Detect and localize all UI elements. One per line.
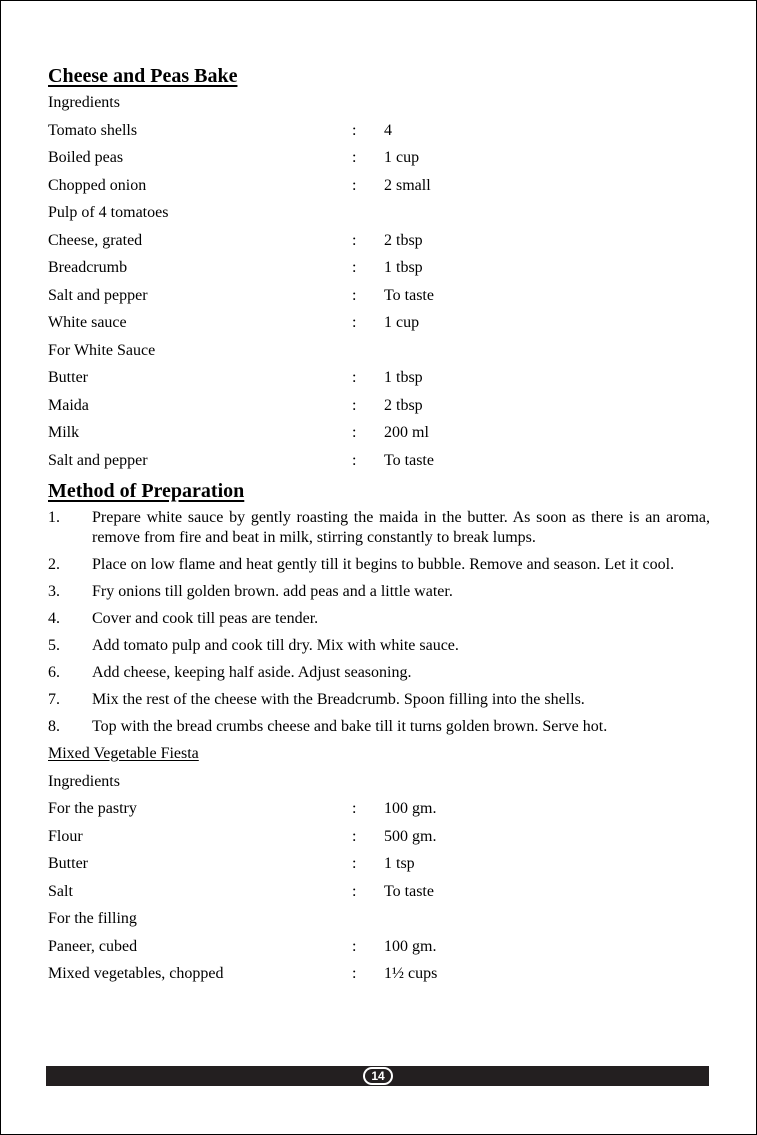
ingredient-name: Chopped onion	[48, 176, 147, 194]
ingredient-colon: :	[352, 314, 357, 331]
method-steps	[48, 508, 710, 737]
method-step	[48, 690, 710, 710]
step-number: 4.	[48, 610, 60, 627]
ingredient-quantity: 100 gm.	[384, 800, 437, 817]
ingredient-row	[48, 176, 710, 204]
step-number: 8.	[48, 718, 60, 735]
ingredient-row	[48, 396, 710, 424]
ingredient-name: Salt and pepper	[48, 286, 148, 304]
ingredient-colon: :	[352, 827, 357, 845]
ingredient-name: Salt and pepper	[48, 451, 148, 469]
ingredient-row	[48, 827, 710, 855]
ingredient-colon: :	[352, 424, 357, 441]
ingredient-colon: :	[352, 965, 357, 982]
ingredient-quantity: 1 tsp	[384, 855, 415, 872]
method-step	[48, 609, 710, 629]
ingredient-quantity: 1 tbsp	[384, 369, 423, 386]
ingredient-row	[48, 231, 710, 259]
step-number: 6.	[48, 664, 60, 681]
ingredient-name: For the pastry	[48, 800, 137, 817]
step-text: Place on low flame and heat gently till it begins to bubble. Remove and season. Let it cool.	[92, 556, 675, 573]
ingredient-colon: :	[352, 231, 357, 249]
ingredient-row	[48, 368, 710, 396]
method-step	[48, 717, 710, 737]
ingredient-quantity	[384, 203, 710, 231]
recipe-title-mixed-vegetable-fiesta: Mixed Vegetable Fiesta	[48, 745, 199, 762]
ingredient-row	[48, 854, 710, 882]
pastry-ingredient-list	[48, 799, 710, 909]
ingredient-colon: :	[352, 121, 357, 139]
ingredient-colon: :	[352, 800, 357, 817]
ingredient-colon: :	[352, 286, 357, 304]
ingredient-colon	[352, 203, 384, 231]
ingredient-quantity: To taste	[384, 451, 434, 469]
ingredient-row	[48, 423, 710, 451]
ingredient-row	[48, 286, 710, 314]
page-number: 14	[365, 1069, 391, 1083]
ingredient-row	[48, 121, 710, 149]
step-text: Cover and cook till peas are tender.	[92, 610, 319, 627]
step-text: Mix the rest of the cheese with the Breadcrumb. Spoon filling into the shells.	[92, 691, 585, 708]
filling-ingredient-list	[48, 937, 710, 992]
ingredient-name: Maida	[48, 396, 89, 414]
ingredient-row	[48, 148, 710, 176]
ingredient-name: Flour	[48, 827, 83, 845]
ingredient-name: Paneer, cubed	[48, 937, 138, 955]
page-number-badge	[363, 1067, 393, 1085]
ingredient-name: Breadcrumb	[48, 259, 128, 276]
step-text: Top with the bread crumbs cheese and bake till it turns golden brown. Serve hot.	[92, 718, 608, 735]
method-step	[48, 582, 710, 602]
ingredient-name: Salt	[48, 882, 73, 900]
ingredient-row	[48, 937, 710, 965]
ingredient-quantity: 2 tbsp	[384, 231, 423, 249]
step-number: 1.	[48, 509, 60, 526]
ingredient-colon: :	[352, 259, 357, 276]
method-step	[48, 663, 710, 683]
ingredient-quantity: 1 cup	[384, 149, 420, 166]
ingredient-name: White sauce	[48, 314, 127, 331]
ingredient-name: Milk	[48, 424, 80, 441]
ingredient-colon: :	[352, 451, 357, 469]
step-text: Fry onions till golden brown. add peas and a little water.	[92, 583, 453, 600]
ingredient-row	[48, 451, 710, 479]
ingredient-quantity: 2 small	[384, 176, 431, 194]
ingredient-colon: :	[352, 369, 357, 386]
ingredient-name: Pulp of 4 tomatoes	[48, 204, 169, 221]
ingredient-row	[48, 258, 710, 286]
ingredient-quantity: 4	[384, 121, 392, 139]
ingredient-quantity: To taste	[384, 286, 434, 304]
method-title: Method of Preparation	[48, 480, 245, 502]
white-sauce-label: For White Sauce	[48, 341, 156, 359]
ingredient-name: Butter	[48, 855, 88, 872]
ingredient-colon: :	[352, 149, 357, 166]
method-step	[48, 555, 710, 575]
ingredient-row	[48, 203, 710, 231]
ingredient-name: Butter	[48, 369, 88, 386]
ingredient-colon: :	[352, 937, 357, 955]
page-content	[48, 63, 710, 992]
ingredient-list	[48, 121, 710, 341]
white-sauce-ingredient-list	[48, 368, 710, 478]
ingredient-row	[48, 799, 710, 827]
ingredient-quantity: 2 tbsp	[384, 396, 423, 414]
step-number: 3.	[48, 583, 60, 600]
filling-label: For the filling	[48, 910, 137, 927]
ingredient-row	[48, 882, 710, 910]
ingredient-quantity: 200 ml	[384, 424, 429, 441]
ingredient-name: Mixed vegetables, chopped	[48, 965, 224, 982]
ingredients-label: Ingredients	[48, 94, 120, 111]
method-step	[48, 508, 710, 548]
ingredient-row	[48, 313, 710, 341]
ingredient-name: Boiled peas	[48, 149, 124, 166]
method-step	[48, 636, 710, 656]
ingredient-colon: :	[352, 396, 357, 414]
step-text: Add tomato pulp and cook till dry. Mix with white sauce.	[92, 637, 459, 654]
ingredient-row	[48, 964, 710, 992]
ingredient-colon: :	[352, 855, 357, 872]
ingredients-label: Ingredients	[48, 772, 120, 790]
ingredient-quantity: 100 gm.	[384, 937, 437, 955]
step-text: Add cheese, keeping half aside. Adjust seasoning.	[92, 664, 412, 681]
recipe-title-cheese-peas-bake: Cheese and Peas Bake	[48, 65, 238, 87]
step-number: 2.	[48, 556, 60, 573]
ingredient-name: Cheese, grated	[48, 231, 143, 249]
ingredient-quantity: 1½ cups	[384, 965, 438, 982]
ingredient-colon: :	[352, 176, 357, 194]
ingredient-quantity: To taste	[384, 882, 434, 900]
ingredient-name: Tomato shells	[48, 121, 138, 139]
step-text: Prepare white sauce by gently roasting the maida in the butter. As soon as there is an aroma, remove from fire and beat in milk, stirring constantly to break lumps.	[92, 509, 710, 546]
ingredient-quantity: 1 cup	[384, 314, 420, 331]
step-number: 7.	[48, 691, 60, 708]
ingredient-colon: :	[352, 882, 357, 900]
step-number: 5.	[48, 637, 60, 654]
ingredient-quantity: 500 gm.	[384, 827, 437, 845]
ingredient-quantity: 1 tbsp	[384, 259, 423, 276]
